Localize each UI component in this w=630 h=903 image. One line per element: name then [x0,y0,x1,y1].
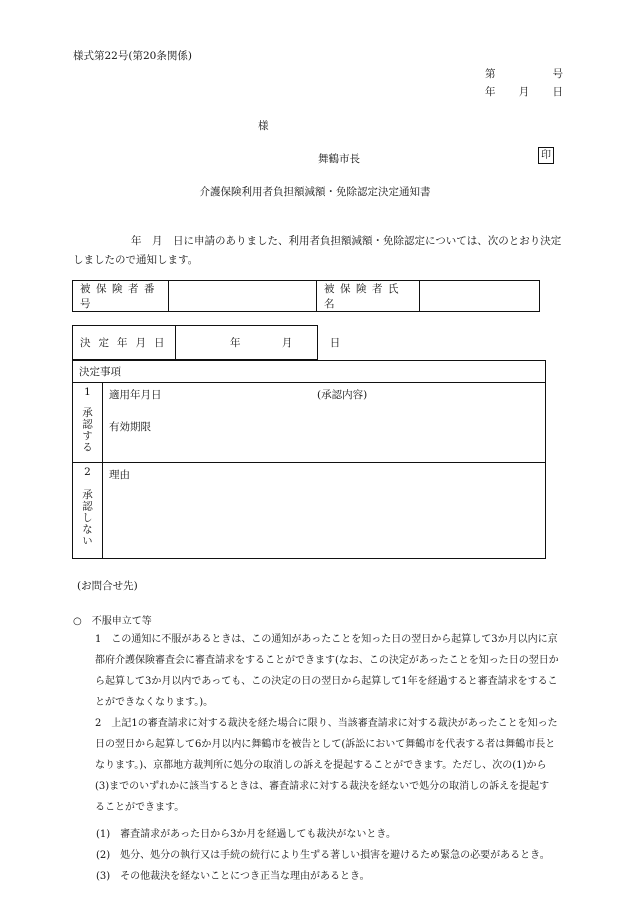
deny-number: 2 [84,466,91,478]
effective-date-label: 適用年月日 [109,389,162,401]
issue-day-label: 日 [552,86,563,98]
approve-number: 1 [84,386,91,398]
appeal-sub-item-2: (2) 処分、処分の執行又は手続の続行により生ずる著しい損害を避けるため緊急の必要があるとき。 [96,850,550,861]
issuer-name: 舞鶴市長 [318,153,360,165]
appeal-item-2-text: 2 上記1の審査請求に対する裁決を経た場合に限り、当該審査請求に対する裁決があったことを知った日の翌日から起算して6か月以内に舞鶴市を被告として(訴訟において舞鶴市を代表する者は舞鶴市長となります。)、京都地方裁判所に処分の取消しの訴えを提起することができます。ただし、次の(1)から(3)までのいずれかに該当するときは、審査請求に対する裁決を経ないで処分の取消しの訴えを提起することができます。 [95,718,558,813]
approve-content-cell [103,383,546,463]
decision-day-label: 日 [329,337,341,349]
intro-text: 年 月 日に申請のありました、利用者負担額減額・免除認定については、次のとおり決定しましたので通知します。 [73,235,562,266]
decision-year-label: 年 [230,337,241,349]
reason-label: 理由 [109,469,130,481]
approve-label-cell [73,383,103,463]
issue-date [485,84,563,99]
reference-number [485,66,563,81]
appeal-item-1 [83,629,559,713]
approval-content-label: (承認内容) [317,389,368,401]
decision-table [72,360,546,559]
seal-mark: 印 [538,147,554,164]
insured-name-value [420,281,540,312]
issue-month-label: 月 [518,86,530,98]
appeal-item-2 [83,713,559,818]
form-number: 様式第22号(第20条関係) [73,50,192,62]
deny-label: 承認しない [81,489,93,547]
appeal-heading: ○ 不服申立て等 [73,616,152,627]
insured-info-table [72,280,540,312]
decision-month-label: 月 [281,337,293,349]
document-title: 介護保険利用者負担額減額・免除認定決定通知書 [199,186,431,198]
decision-date-value [176,326,341,360]
contact-label: (お問合せ先) [77,580,138,592]
issue-year-label: 年 [485,86,496,98]
decision-date-table [72,325,341,360]
valid-until-label: 有効期限 [109,421,151,433]
deny-content-cell [103,463,546,559]
addressee-suffix: 様 [258,120,269,132]
insured-number-value [169,281,317,312]
decision-date-label: 決定年月日 [73,326,176,360]
appeal-sub-item-3: (3) その他裁決を経ないことにつき正当な理由があるとき。 [96,871,370,882]
appeal-item-1-text: 1 この通知に不服があるときは、この通知があったことを知った日の翌日から起算して3か月以内に京都府介護保険審査会に審査請求をすることができます(なお、この決定があったことを知った日の翌日から起算して3か月以内であっても、この決定の日の翌日から起算して1年を経過すると審査請求をすることができなくなります。)。 [95,634,559,708]
deny-label-cell [73,463,103,559]
insured-name-label: 被保険者氏名 [317,281,420,312]
number-prefix: 第 [485,68,496,80]
approve-label: 承認する [81,407,93,453]
appeal-sub-item-1: (1) 審査請求があった日から3か月を経過しても裁決がないとき。 [96,829,397,840]
decision-header: 決定事項 [73,361,546,383]
insured-number-label: 被保険者番号 [73,281,169,312]
number-suffix: 号 [552,68,563,80]
